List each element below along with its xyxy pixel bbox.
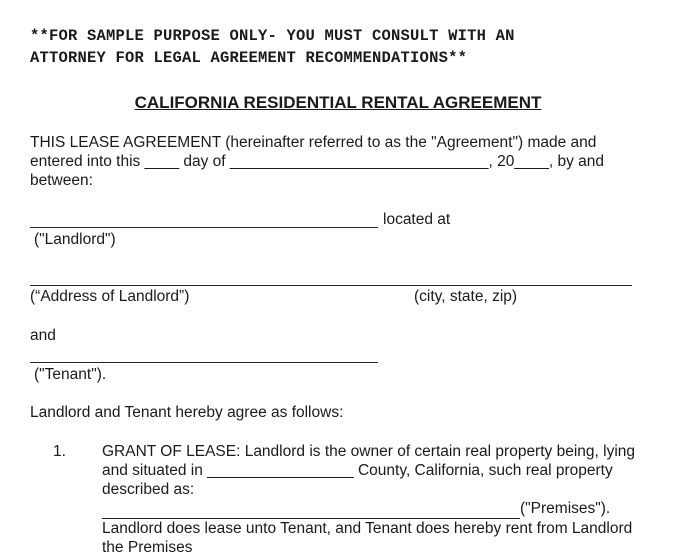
section-1-line-2: and situated in _________________ County, California, such real property [102,462,613,479]
section-1-line-1: GRANT OF LEASE: Landlord is the owner of certain real property being, lying [102,443,636,460]
intro-line-2: entered into this ____ day of ______________________________, 20____, by and [30,153,605,170]
tenant-label: ("Tenant"). [34,366,107,383]
agree-text: Landlord and Tenant hereby agree as follows: [30,404,344,421]
disclaimer-line-1: **FOR SAMPLE PURPOSE ONLY- YOU MUST CONSULT WITH AN [30,27,515,45]
intro-line-3: between: [30,172,93,189]
premises-description-blank[interactable] [102,518,520,519]
landlord-address-blank[interactable] [30,285,632,286]
section-1-line-5: Landlord does lease unto Tenant, and Tenant does hereby rent from Landlord [102,520,633,537]
landlord-label: ("Landlord") [34,231,116,248]
tenant-name-blank[interactable] [30,362,378,363]
landlord-name-blank[interactable] [30,227,378,228]
section-1-number: 1. [53,443,66,460]
located-at-text: located at [383,211,451,228]
section-1-line-6: the Premises [102,539,193,556]
intro-line-1: THIS LEASE AGREEMENT (hereinafter referred to as the "Agreement") made and [30,134,597,151]
landlord-address-label: (“Address of Landlord”) [30,288,190,305]
city-state-zip-label: (city, state, zip) [414,288,518,305]
disclaimer-line-2: ATTORNEY FOR LEGAL AGREEMENT RECOMMENDATIONS** [30,49,468,67]
premises-label: ("Premises"). [520,500,611,517]
document-title: CALIFORNIA RESIDENTIAL RENTAL AGREEMENT [134,93,542,112]
section-1-line-3: described as: [102,481,195,498]
and-text: and [30,327,56,344]
